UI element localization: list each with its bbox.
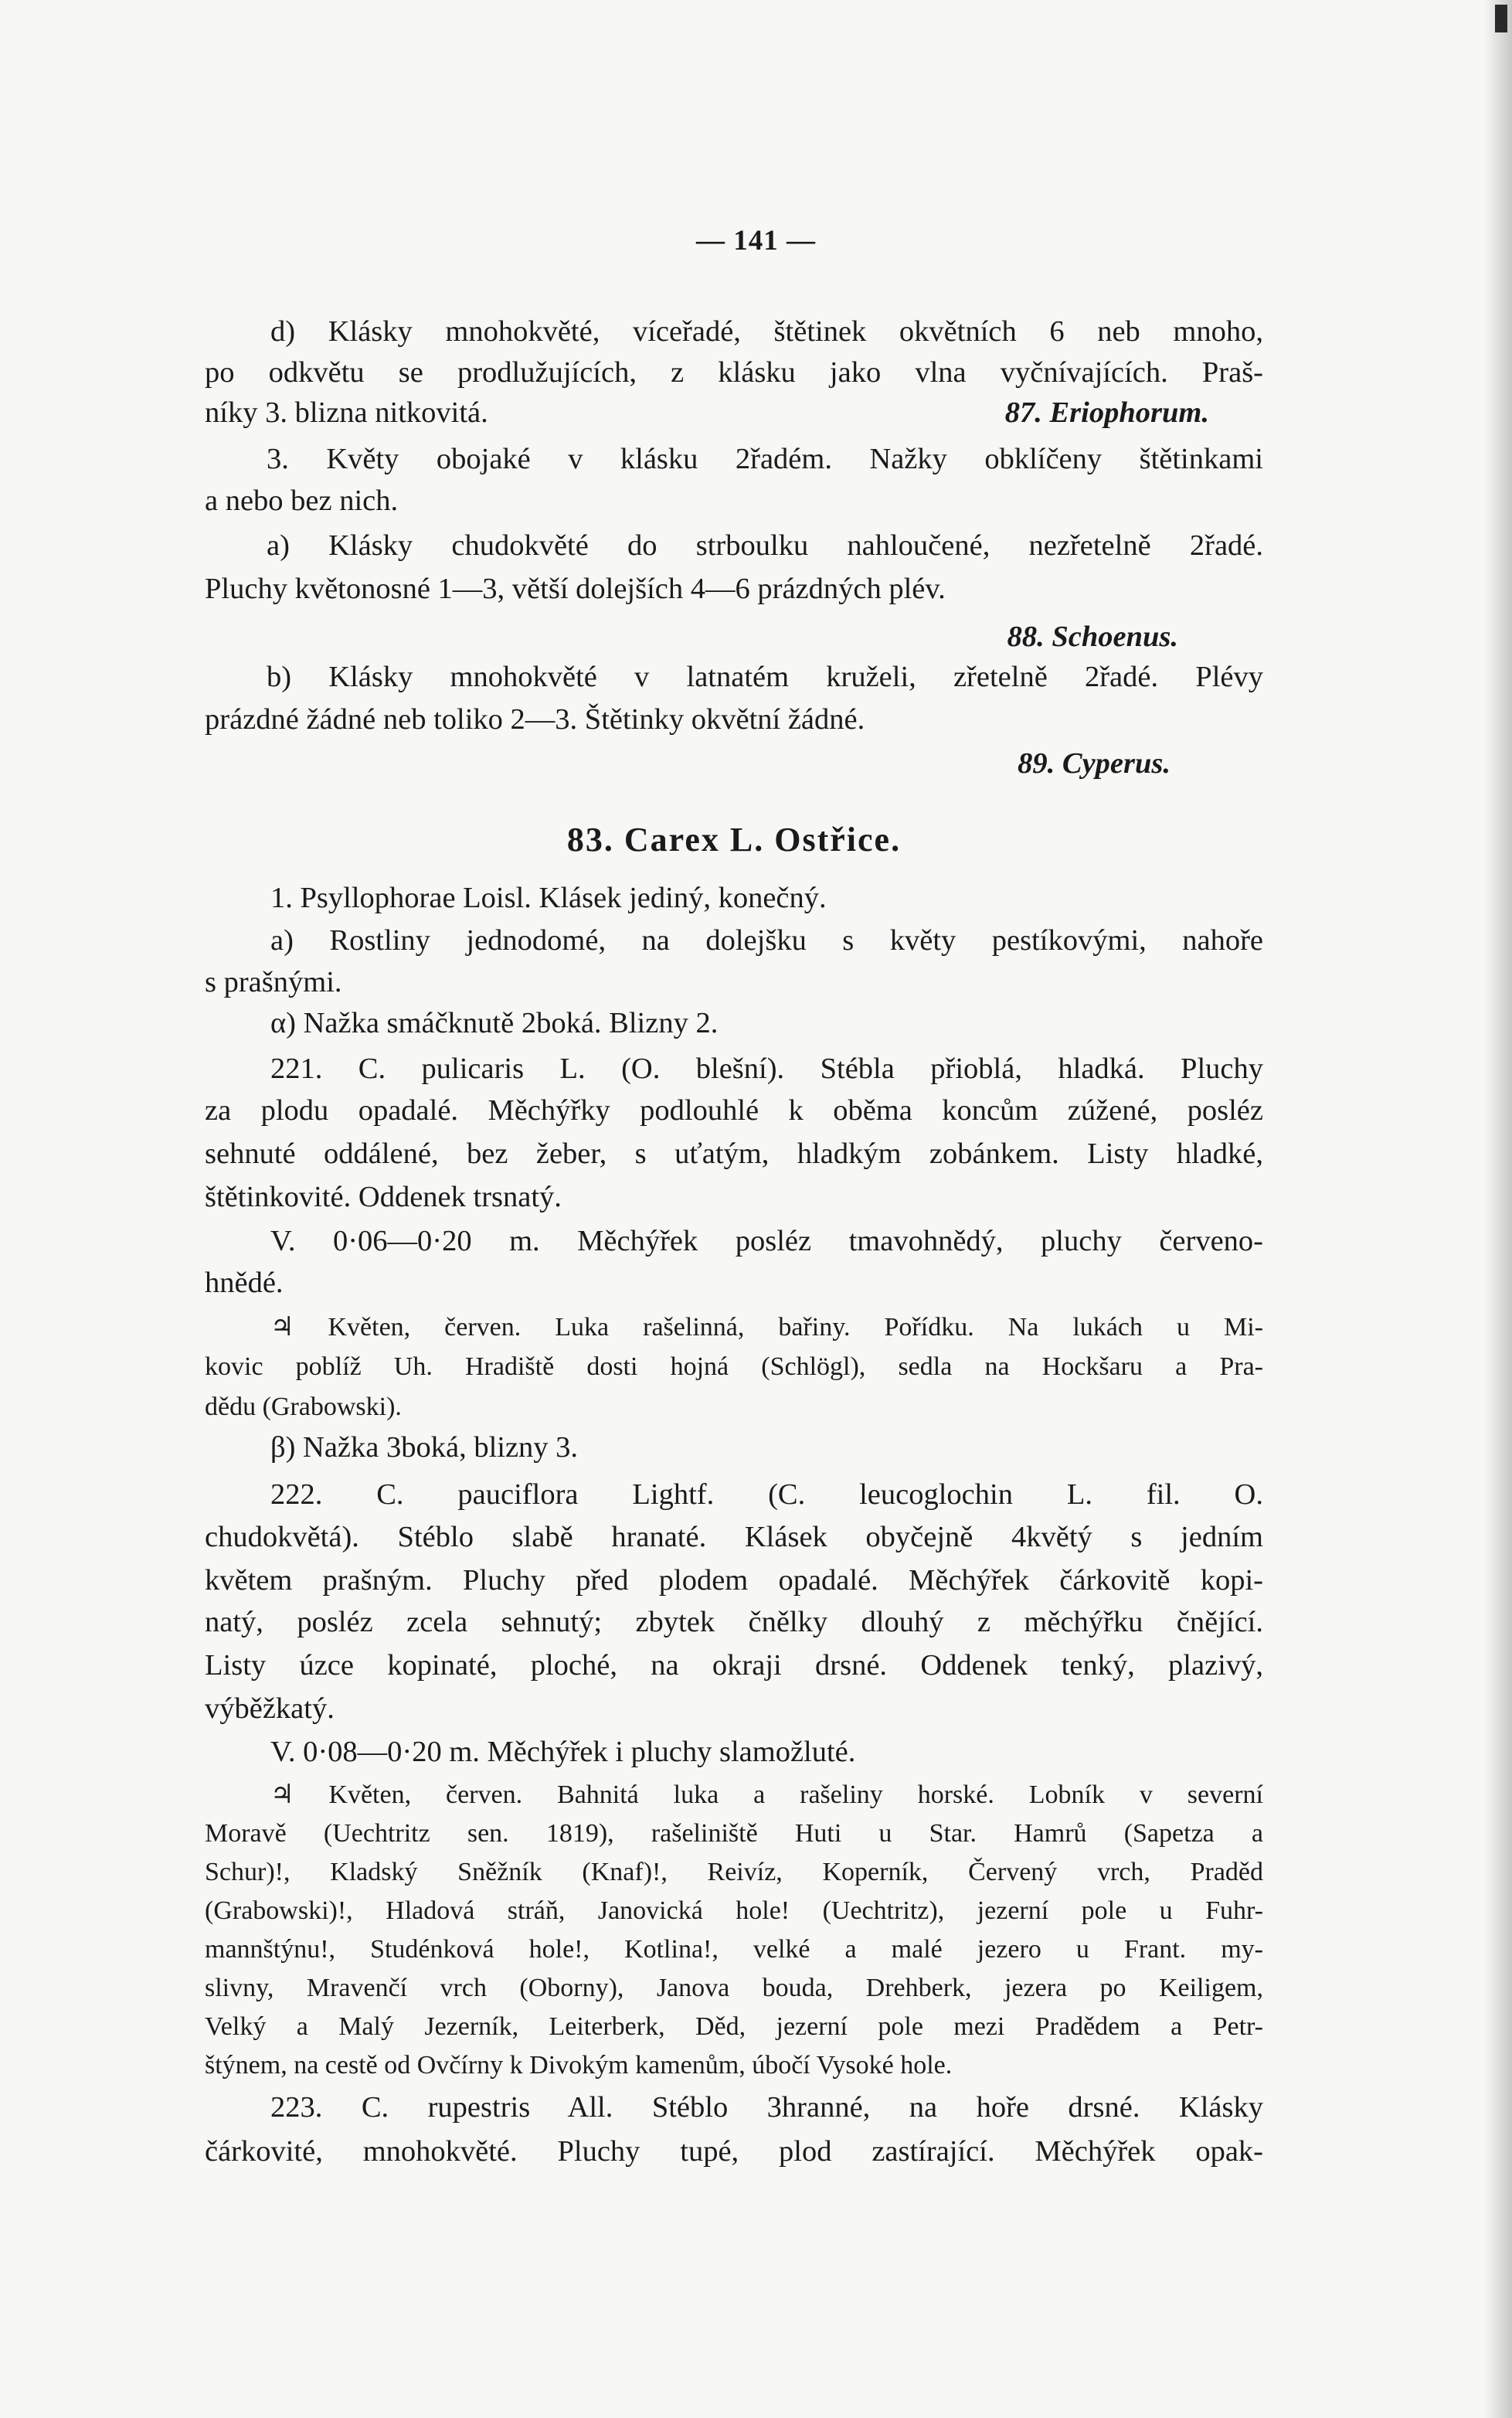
text-line: květem prašným. Pluchy před plodem opadalé. Měchýřek čárkovitě kopi- xyxy=(205,1564,1263,1597)
text-line: (Grabowski)!, Hladová stráň, Janovická hole! (Uechtritz), jezerní pole u Fuhr- xyxy=(205,1896,1263,1925)
text-line: α) Nažka smáčknutě 2boká. Blizny 2. xyxy=(270,1007,719,1039)
text-line: Moravě (Uechtritz sen. 1819), rašeliniště Huti u Star. Hamrů (Sapetza a xyxy=(205,1819,1263,1848)
text-line: Schur)!, Kladský Sněžník (Knaf)!, Reivíz, Koperník, Červený vrch, Praděd xyxy=(205,1858,1263,1886)
text-line: Listy úzce kopinaté, ploché, na okraji drsné. Oddenek tenký, plazivý, xyxy=(205,1649,1263,1682)
text-line: Velký a Malý Jezerník, Leiterberk, Děd, jezerní pole mezi Pradědem a Petr- xyxy=(205,2012,1263,2041)
text-line: a) Klásky chudokvěté do strboulku nahloučené, nezřetelně 2řadé. xyxy=(267,529,1263,562)
text-line: 3. Květy obojaké v klásku 2řadém. Nažky obklíčeny štětinkami xyxy=(267,443,1263,475)
text-line: dědu (Grabowski). xyxy=(205,1393,402,1421)
text-line: prázdné žádné neb toliko 2—3. Štětinky okvětní žádné. xyxy=(205,703,865,736)
text-line: Pluchy květonosné 1—3, větší dolejších 4—6 prázdných plév. xyxy=(205,573,946,605)
text-line: štětinkovité. Oddenek trsnatý. xyxy=(205,1181,562,1213)
text-line: V. 0·06—0·20 m. Měchýřek posléz tmavohnědý, pluchy červeno- xyxy=(270,1225,1263,1257)
text-line: natý, posléz zcela sehnutý; zbytek čnělky dlouhý z měchýřku čnějící. xyxy=(205,1606,1263,1638)
text-line: 222. C. pauciflora Lightf. (C. leucoglochin L. fil. O. xyxy=(270,1478,1263,1511)
text-line: a) Rostliny jednodomé, na dolejšku s květy pestíkovými, nahoře xyxy=(270,924,1263,957)
text-line: s prašnými. xyxy=(205,966,342,998)
text-line: čárkovité, mnohokvěté. Pluchy tupé, plod zastírající. Měchýřek opak- xyxy=(205,2135,1263,2168)
text-line: slivny, Mravenčí vrch (Oborny), Janova bouda, Drehberk, jezera po Keiligem, xyxy=(205,1974,1263,2002)
scan-mark xyxy=(1495,5,1507,32)
text-line: a nebo bez nich. xyxy=(205,485,399,517)
text-line: 223. C. rupestris All. Stéblo 3hranné, na hoře drsné. Klásky xyxy=(270,2091,1263,2124)
text-line: mannštýnu!, Studénková hole!, Kotlina!, velké a malé jezero u Frant. my- xyxy=(205,1935,1263,1964)
text-line: po odkvětu se prodlužujících, z klásku jako vlna vyčnívajících. Praš- xyxy=(205,356,1263,389)
text-line: chudokvětá). Stéblo slabě hranaté. Klásek obyčejně 4květý s jedním xyxy=(205,1521,1263,1553)
genus-name: 88. Schoenus. xyxy=(1007,621,1178,653)
text-line: kovic poblíž Uh. Hradiště dosti hojná (Schlögl), sedla na Hockšaru a Pra- xyxy=(205,1352,1263,1381)
text-line: 1. Psyllophorae Loisl. Klásek jediný, konečný. xyxy=(270,882,827,914)
text-line: V. 0·08—0·20 m. Měchýřek i pluchy slamožluté. xyxy=(270,1736,856,1768)
page-edge-shadow xyxy=(1486,0,1512,2418)
section-title: 83. Carex L. Ostřice. xyxy=(566,821,902,859)
text-line: níky 3. blizna nitkovitá. xyxy=(205,396,488,429)
text-line: b) Klásky mnohokvěté v latnatém kruželi, zřetelně 2řadé. Plévy xyxy=(267,661,1263,693)
text-line: výběžkatý. xyxy=(205,1692,335,1725)
text-line: 221. C. pulicaris L. (O. blešní). Stébla přioblá, hladká. Pluchy xyxy=(270,1053,1263,1085)
genus-name: 87. Eriophorum. xyxy=(1004,396,1209,429)
text-line: d) Klásky mnohokvěté, víceřadé, štětinek okvětních 6 neb mnoho, xyxy=(270,315,1263,348)
text-line: hnědé. xyxy=(205,1267,284,1299)
page-number: — 141 — xyxy=(696,225,816,257)
text-line: ♃ Květen, červen. Bahnitá luka a rašeliny horské. Lobník v severní xyxy=(270,1780,1263,1809)
text-line: za plodu opadalé. Měchýřky podlouhlé k oběma koncům zúžené, posléz xyxy=(205,1094,1263,1127)
text-line: ♃ Květen, červen. Luka rašelinná, bařiny. Pořídku. Na lukách u Mi- xyxy=(270,1313,1263,1342)
text-line: štýnem, na cestě od Ovčírny k Divokým kamenům, úbočí Vysoké hole. xyxy=(205,2051,953,2080)
text-line: β) Nažka 3boká, blizny 3. xyxy=(270,1431,579,1464)
text-line: sehnuté oddálené, bez žeber, s uťatým, hladkým zobánkem. Listy hladké, xyxy=(205,1138,1263,1170)
genus-name: 89. Cyperus. xyxy=(1018,747,1171,780)
